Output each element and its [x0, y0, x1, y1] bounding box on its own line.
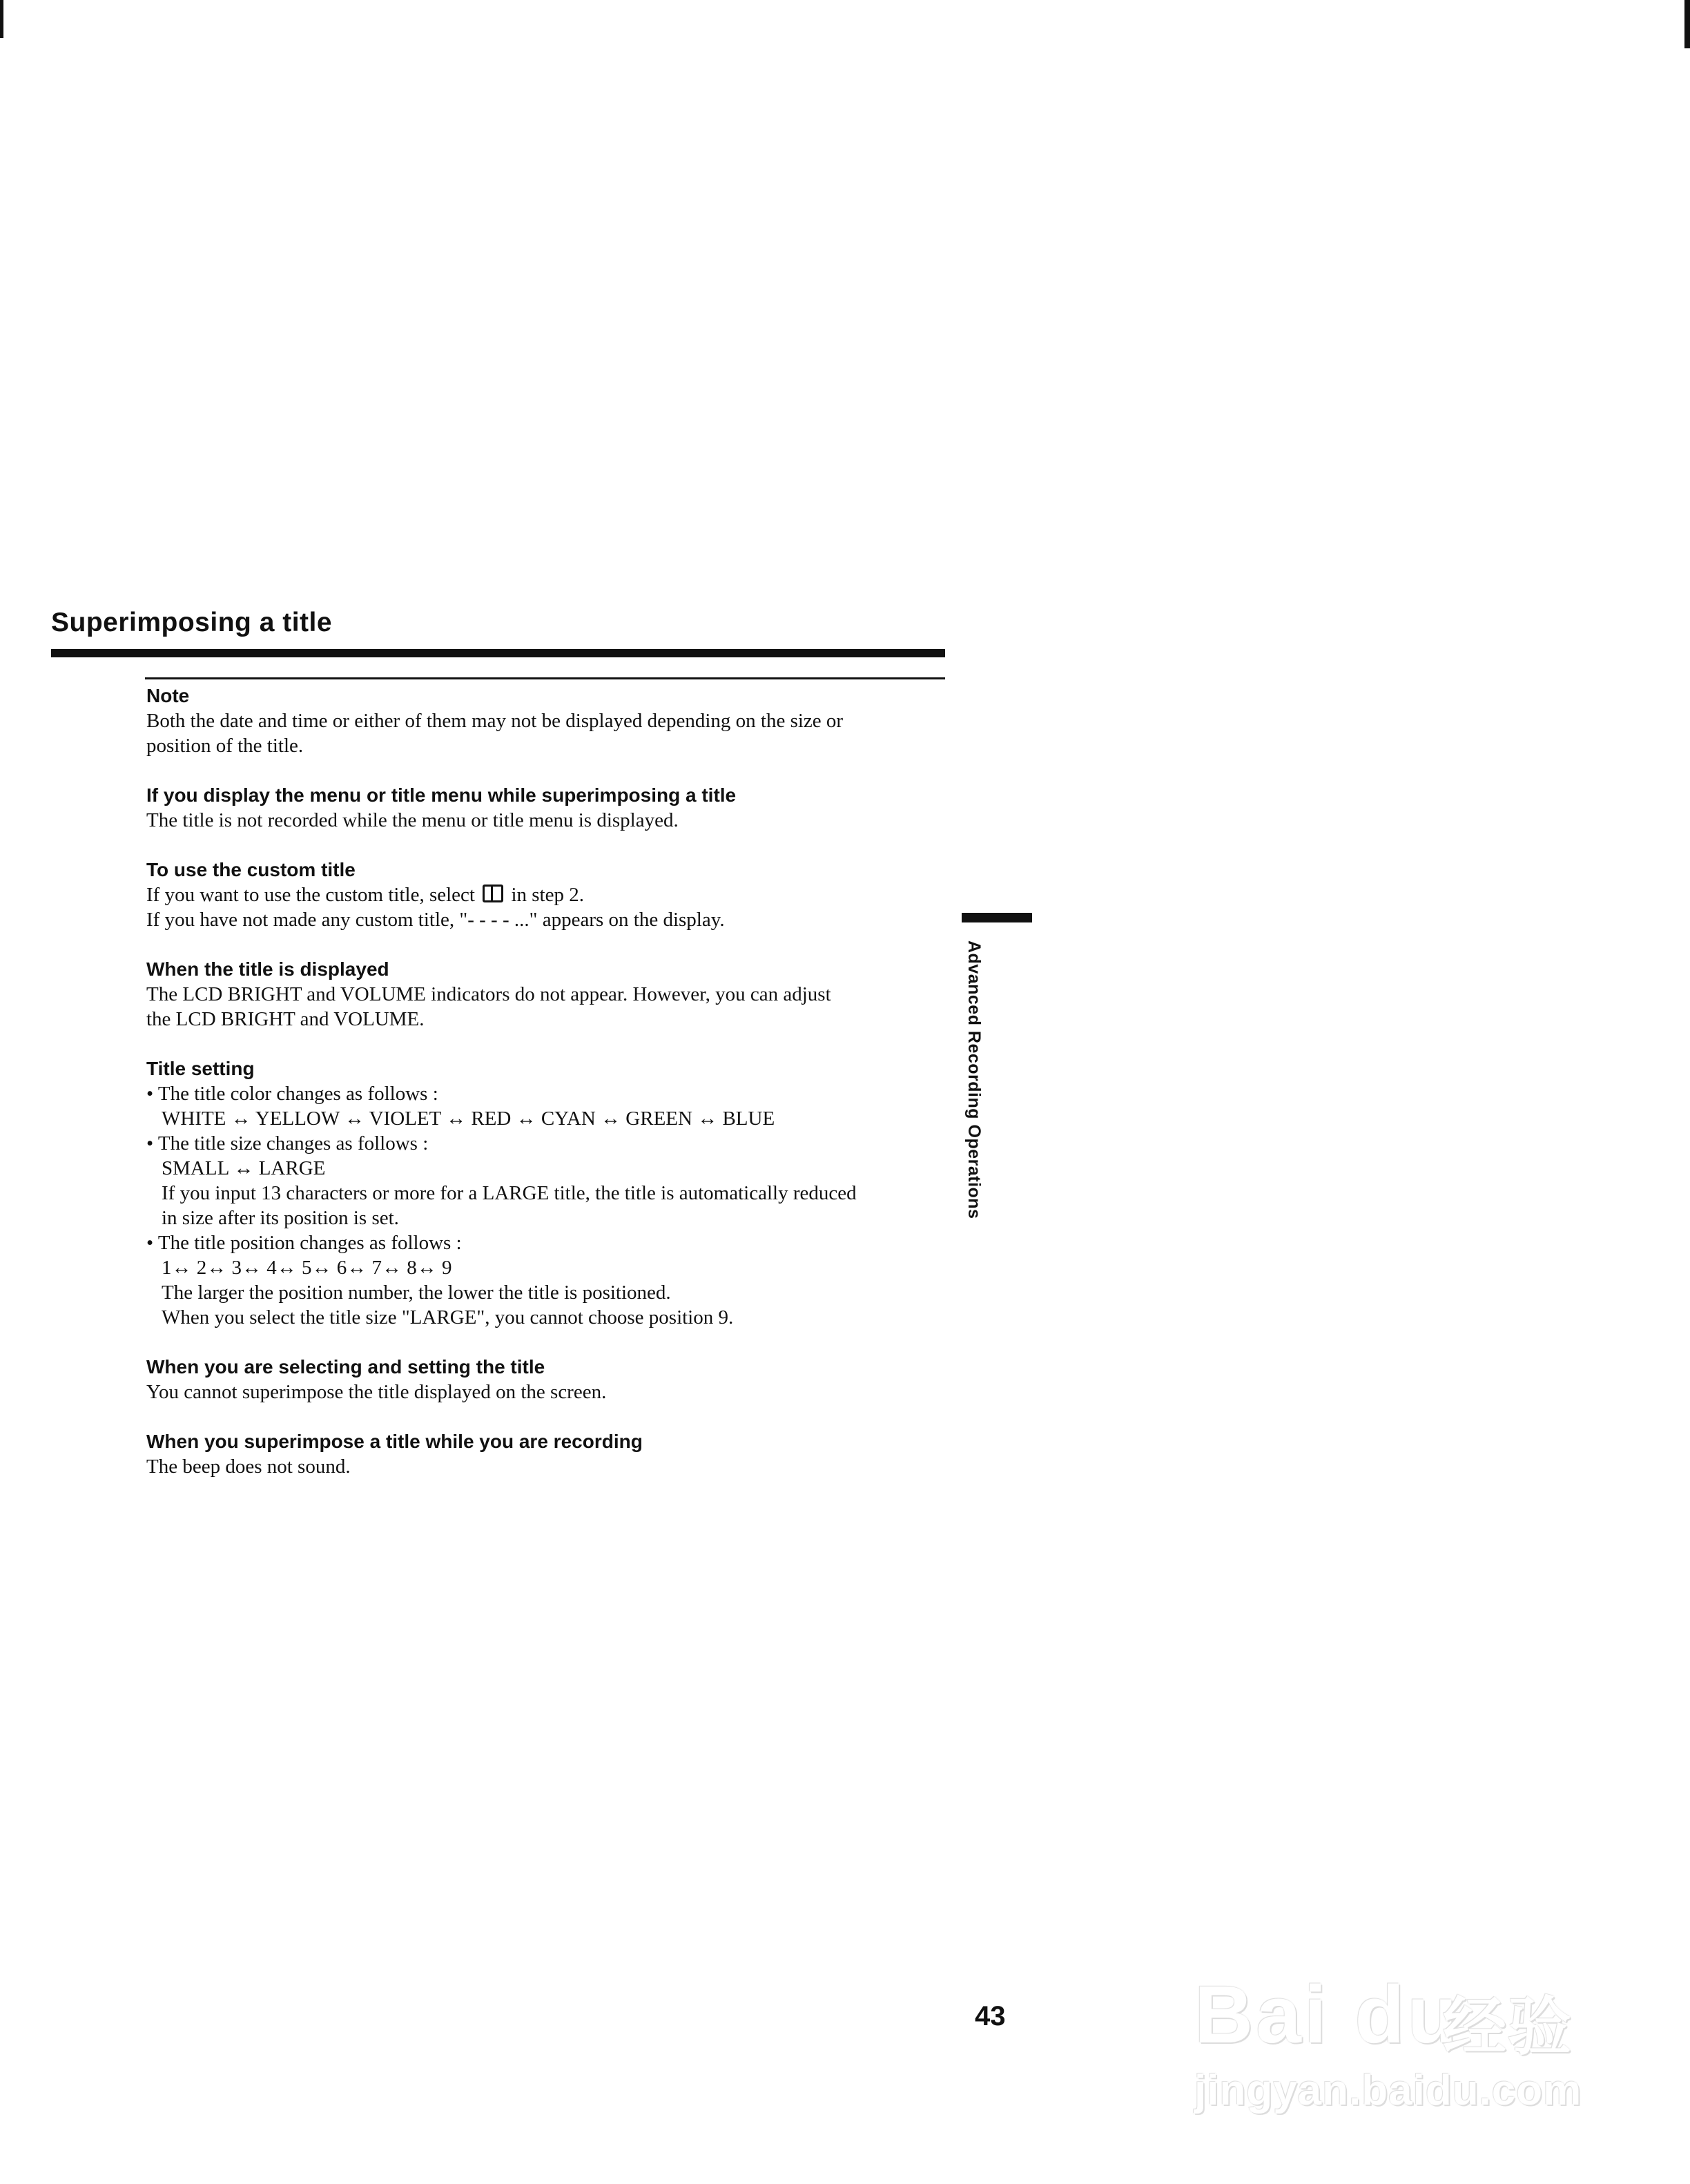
color-bullet: • The title color changes as follows :	[146, 1083, 438, 1105]
custom-title-text-before: If you want to use the custom title, select	[146, 884, 475, 906]
title-setting-block	[146, 1056, 947, 1330]
side-tab-label: Advanced Recording Operations	[964, 940, 984, 1219]
menu-note-text: The title is not recorded while the menu or title menu is displayed.	[146, 809, 679, 831]
selecting-block	[146, 1355, 947, 1404]
note-text: Both the date and time or either of them may not be displayed depending on the size or	[146, 710, 844, 732]
recording-text: The beep does not sound.	[146, 1456, 351, 1478]
watermark-url: jingyan.baidu.com	[1194, 2067, 1582, 2114]
notes-content	[146, 684, 947, 1504]
custom-title-text-after: in step 2.	[511, 884, 584, 906]
size-note: If you input 13 characters or more for a LARGE title, the title is automatically reduced	[162, 1182, 857, 1204]
selecting-text: You cannot superimpose the title displayed on the screen.	[146, 1381, 607, 1403]
position-bullet: • The title position changes as follows :	[146, 1232, 462, 1254]
size-note: in size after its position is set.	[162, 1207, 399, 1229]
recording-block	[146, 1429, 947, 1479]
custom-title-text	[146, 882, 947, 907]
size-bullet: • The title size changes as follows :	[146, 1132, 429, 1154]
watermark-brand: Bai du	[1194, 1969, 1460, 2060]
position-note: When you select the title size "LARGE", you cannot choose position 9.	[162, 1306, 734, 1328]
note-heading: Note	[146, 685, 190, 706]
menu-note-block	[146, 783, 947, 833]
watermark-cn: 经验	[1443, 1992, 1573, 2062]
title-setting-heading: Title setting	[146, 1058, 255, 1079]
title-displayed-text: the LCD BRIGHT and VOLUME.	[146, 1008, 425, 1030]
title-displayed-block	[146, 957, 947, 1032]
title-displayed-text: The LCD BRIGHT and VOLUME indicators do not appear. However, you can adjust	[146, 983, 831, 1005]
position-note: The larger the position number, the lower the title is positioned.	[162, 1282, 671, 1304]
selecting-heading: When you are selecting and setting the title	[146, 1356, 545, 1378]
custom-title-text-2: If you have not made any custom title, "- - - - ..." appears on the display.	[146, 909, 725, 931]
title-rule-thick	[51, 649, 945, 657]
color-sequence: WHITE ↔ YELLOW ↔ VIOLET ↔ RED ↔ CYAN ↔ GREEN ↔ BLUE	[162, 1108, 775, 1130]
menu-note-heading: If you display the menu or title menu while superimposing a title	[146, 784, 737, 806]
position-sequence: 1↔ 2↔ 3↔ 4↔ 5↔ 6↔ 7↔ 8↔ 9	[162, 1257, 452, 1279]
title-displayed-heading: When the title is displayed	[146, 958, 389, 980]
page-number: 43	[975, 2001, 1006, 2031]
scan-edge-mark-right	[1684, 0, 1690, 48]
custom-title-heading: To use the custom title	[146, 859, 356, 880]
scan-edge-mark-left	[0, 0, 3, 38]
recording-heading: When you superimpose a title while you are recording	[146, 1431, 643, 1452]
custom-title-block	[146, 858, 947, 932]
section-title: Superimposing a title	[51, 608, 333, 637]
baidu-watermark	[1194, 1920, 1595, 2127]
note-block	[146, 684, 947, 758]
note-text: position of the title.	[146, 735, 304, 757]
folder-icon	[483, 885, 503, 902]
note-rule-thin	[145, 677, 945, 679]
side-tab-bar	[962, 913, 1032, 922]
size-sequence: SMALL ↔ LARGE	[162, 1157, 326, 1179]
